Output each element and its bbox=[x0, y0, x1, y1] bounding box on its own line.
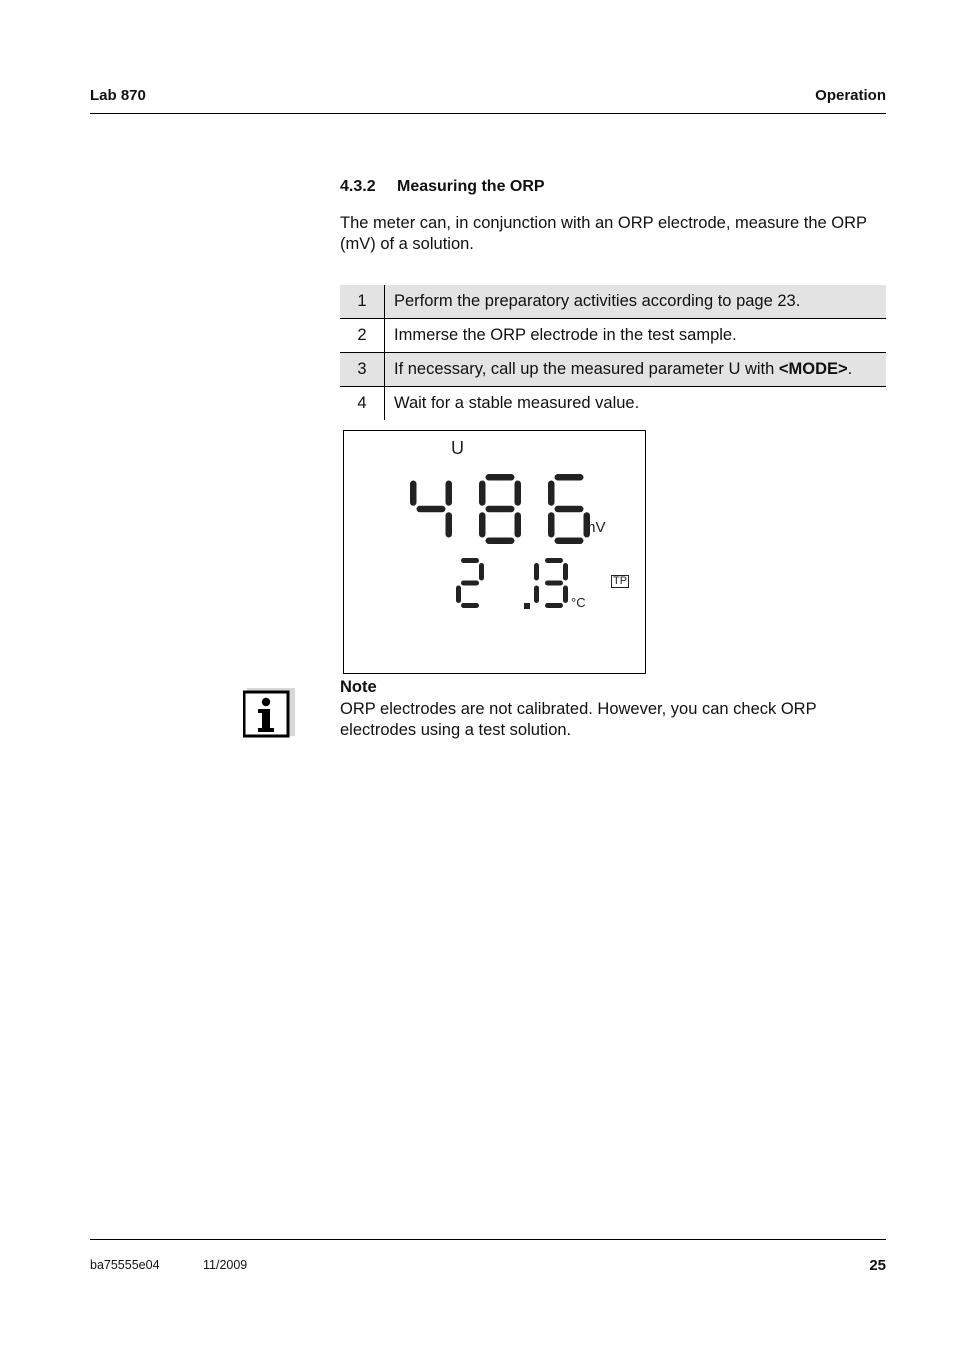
lcd-segment bbox=[461, 581, 479, 586]
lcd-digit bbox=[456, 558, 484, 608]
info-icon bbox=[243, 686, 295, 738]
lcd-segment bbox=[548, 481, 555, 506]
lcd-segment bbox=[515, 512, 522, 537]
lcd-segment bbox=[515, 481, 522, 506]
lcd-segment bbox=[555, 506, 584, 513]
step-text: Wait for a stable measured value. bbox=[394, 394, 640, 412]
step-number: 4 bbox=[340, 387, 385, 421]
lcd-segment bbox=[555, 538, 584, 545]
header-product: Lab 870 bbox=[90, 87, 146, 104]
header-rule bbox=[90, 113, 886, 114]
lcd-digit bbox=[534, 563, 539, 603]
step-text: Immerse the ORP electrode in the test sample. bbox=[385, 319, 887, 353]
lcd-segment bbox=[461, 558, 479, 563]
intro-paragraph: The meter can, in conjunction with an ORP electrode, measure the ORP (mV) of a solution. bbox=[340, 214, 867, 253]
step-text bbox=[385, 353, 887, 387]
section-title: Measuring the ORP bbox=[397, 178, 545, 195]
lcd-segment bbox=[486, 506, 515, 513]
lcd-segment bbox=[461, 603, 479, 608]
lcd-segment bbox=[446, 512, 453, 537]
step-number: 2 bbox=[340, 319, 385, 353]
lcd-segment bbox=[545, 603, 563, 608]
step-text-part: If necessary, call up the measured parameter U with bbox=[394, 360, 779, 378]
lcd-segment bbox=[534, 563, 539, 581]
lcd-segment bbox=[534, 586, 539, 604]
lcd-segment bbox=[479, 481, 486, 506]
footer-doc-id: ba75555e04 bbox=[90, 1258, 160, 1272]
main-unit: mV bbox=[583, 519, 606, 536]
lcd-segment bbox=[479, 563, 484, 581]
step-text-part: . bbox=[847, 360, 853, 378]
page-number: 25 bbox=[869, 1257, 886, 1274]
lcd-segment bbox=[446, 481, 453, 506]
step-number: 3 bbox=[340, 353, 385, 387]
lcd-segment bbox=[486, 538, 515, 545]
lcd-segment bbox=[479, 512, 486, 537]
lcd-digit bbox=[410, 481, 452, 538]
lcd-segment bbox=[545, 581, 563, 586]
lcd-segment bbox=[417, 506, 446, 513]
lcd-segment bbox=[486, 474, 515, 481]
lcd-segment bbox=[456, 586, 461, 604]
section-heading bbox=[340, 178, 545, 196]
lcd-digit bbox=[545, 558, 568, 608]
lcd-segment bbox=[555, 474, 584, 481]
header-chapter: Operation bbox=[815, 87, 886, 104]
lcd-decimal-point bbox=[524, 603, 530, 609]
note-body: ORP electrodes are not calibrated. However, you can check ORP electrodes using a test solution. bbox=[340, 700, 817, 739]
temp-unit: °C bbox=[571, 595, 586, 610]
lcd-segment bbox=[545, 558, 563, 563]
footer-rule bbox=[90, 1239, 886, 1240]
lcd-segment bbox=[410, 481, 417, 506]
step-number: 1 bbox=[340, 285, 385, 319]
lcd-digit bbox=[479, 474, 521, 544]
meter-display bbox=[343, 430, 646, 674]
section-number: 4.3.2 bbox=[340, 178, 376, 195]
steps-table bbox=[340, 285, 886, 420]
lcd-segment bbox=[548, 512, 555, 537]
step-row bbox=[340, 353, 886, 387]
lcd-segment bbox=[563, 563, 568, 581]
step-row bbox=[340, 319, 886, 353]
tp-indicator: TP bbox=[613, 575, 628, 587]
lcd-segment bbox=[563, 586, 568, 604]
step-row bbox=[340, 387, 886, 421]
mode-key-label: <MODE> bbox=[778, 360, 848, 378]
parameter-label: U bbox=[451, 438, 464, 458]
note-title: Note bbox=[340, 678, 377, 696]
step-text: Perform the preparatory activities according to page 23. bbox=[385, 285, 887, 319]
footer-date: 11/2009 bbox=[203, 1258, 248, 1272]
step-row bbox=[340, 285, 886, 319]
lcd-digits bbox=[344, 431, 645, 673]
